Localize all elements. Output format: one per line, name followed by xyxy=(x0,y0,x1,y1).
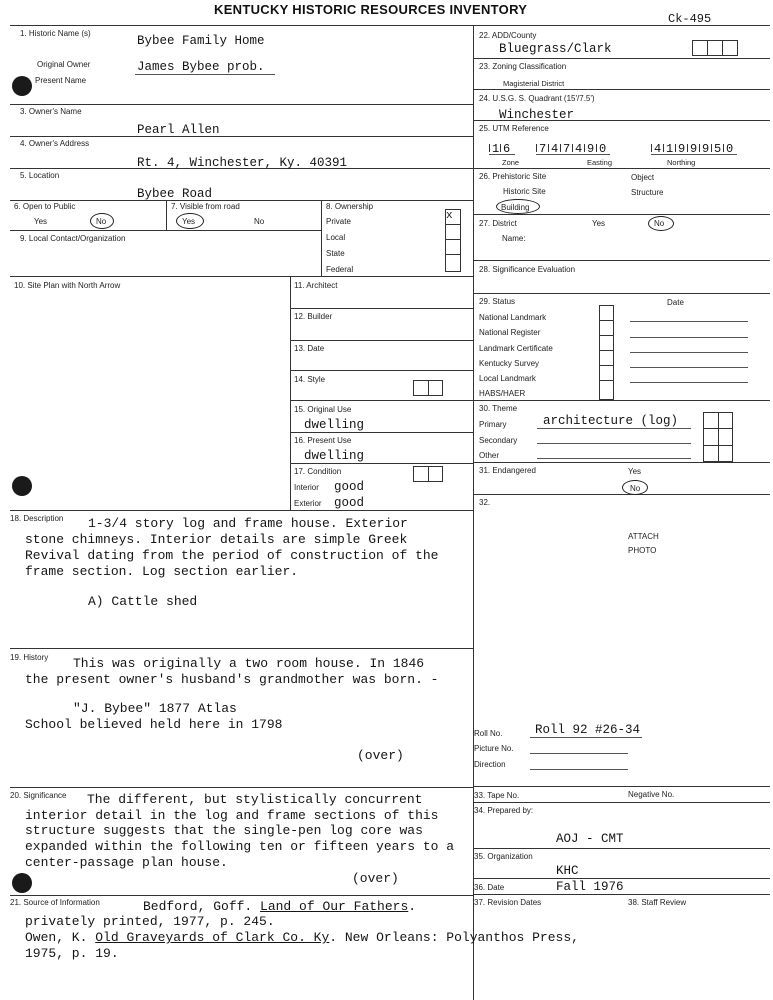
history-school: School believed held here in 1798 xyxy=(25,717,283,732)
interior-condition: good xyxy=(334,480,365,494)
utm-northing-digit: 1 xyxy=(666,142,674,156)
ownership-state: State xyxy=(326,249,345,258)
staff-review-label: 38. Staff Review xyxy=(628,898,687,907)
status-checkbox xyxy=(599,365,614,381)
revision-label: 37. Revision Dates xyxy=(474,898,542,907)
open-no: No xyxy=(96,217,107,226)
visible-yes-circle xyxy=(176,213,204,229)
history-label: 19. History xyxy=(10,653,49,662)
open-yes: Yes xyxy=(34,217,48,226)
owners-address-label: 4. Owner's Address xyxy=(20,139,90,148)
structure-label: Structure xyxy=(631,188,664,197)
style-label: 14. Style xyxy=(294,375,326,384)
prepared-label: 34. Prepared by: xyxy=(474,806,534,815)
ownership-checkbox-local xyxy=(445,224,461,240)
utm-easting-digit: 0 xyxy=(599,142,607,156)
organization: KHC xyxy=(556,864,579,878)
prehistoric-label: 26. Prehistoric Site xyxy=(479,172,547,181)
status-checkbox xyxy=(599,380,614,400)
description-line: Revival dating from the period of construction of the xyxy=(25,548,439,563)
significance-line: structure suggests that the single-pen log core was xyxy=(25,823,423,838)
architect-label: 11. Architect xyxy=(294,281,338,290)
source-title: Old Graveyards of Clark Co. Ky xyxy=(95,930,330,945)
endangered-yes: Yes xyxy=(628,467,642,476)
tape-label: 33. Tape No. xyxy=(474,791,520,800)
visible-yes: Yes xyxy=(182,217,196,226)
utm-northing-digit: 4 xyxy=(654,142,662,156)
utm-northing-label: Northing xyxy=(667,158,696,167)
negative-label: Negative No. xyxy=(628,790,675,799)
status-item: Kentucky Survey xyxy=(479,359,540,368)
open-no-circle xyxy=(90,213,114,229)
exterior-condition: good xyxy=(334,496,365,510)
picture-label: Picture No. xyxy=(474,744,514,753)
add-county-label: 22. ADD/County xyxy=(479,31,537,40)
utm-zone-digit: 6 xyxy=(503,142,511,156)
utm-easting-digit: 4 xyxy=(575,142,583,156)
zoning-label: 23. Zoning Classification xyxy=(479,62,567,71)
history-over: (over) xyxy=(357,748,404,763)
utm-easting-label: Easting xyxy=(587,158,613,167)
form-title: KENTUCKY HISTORIC RESOURCES INVENTORY xyxy=(214,2,528,17)
utm-easting-digit: 7 xyxy=(539,142,547,156)
historic-name: Bybee Family Home xyxy=(137,34,265,48)
punch-hole xyxy=(12,76,32,96)
builder-label: 12. Builder xyxy=(294,312,333,321)
theme-primary-label: Primary xyxy=(479,420,507,429)
utm-northing-digit: 9 xyxy=(702,142,710,156)
district-yes: Yes xyxy=(592,219,606,228)
source-line: Bedford, Goff. Land of Our Fathers. xyxy=(143,899,417,914)
owners-address: Rt. 4, Winchester, Ky. 40391 xyxy=(137,156,348,170)
punch-hole xyxy=(12,873,32,893)
source-line: Owen, K. Old Graveyards of Clark Co. Ky. New Orleans: Polyanthos Press, xyxy=(25,930,579,945)
source-title: Land of Our Fathers xyxy=(260,899,409,914)
date-prepared-label: 36. Date xyxy=(474,883,505,892)
utm-easting-digit: 4 xyxy=(551,142,559,156)
status-checkbox xyxy=(599,305,614,321)
present-use: dwelling xyxy=(304,449,365,463)
status-checkbox xyxy=(599,320,614,336)
date-prepared: Fall 1976 xyxy=(556,880,624,894)
interior-label: Interior xyxy=(294,483,319,492)
description-line: frame section. Log section earlier. xyxy=(25,564,299,579)
prepared-by: AOJ - CMT xyxy=(556,832,624,846)
ownership-checkbox-state xyxy=(445,239,461,255)
source-line: 1975, p. 19. xyxy=(25,946,119,961)
quad: Winchester xyxy=(499,108,575,122)
utm-northing-digit: 5 xyxy=(714,142,722,156)
endangered-no: No xyxy=(630,484,641,493)
description-label: 18. Description xyxy=(10,514,64,523)
history-line: the present owner's husband's grandmother was born. - xyxy=(25,672,439,687)
sig-eval-label: 28. Significance Evaluation xyxy=(479,265,576,274)
utm-reference xyxy=(488,140,768,164)
status-label: 29. Status xyxy=(479,297,516,306)
source-label: 21. Source of Information xyxy=(10,898,100,907)
significance-line: expanded within the following ten or fifteen years to a xyxy=(25,839,455,854)
significance-over: (over) xyxy=(352,871,399,886)
building-circle xyxy=(496,199,540,214)
visible-no: No xyxy=(254,217,265,226)
district-no-circle xyxy=(648,216,674,231)
district-name-label: Name: xyxy=(502,234,526,243)
history-line: This was originally a two room house. In 1846 xyxy=(73,656,425,671)
original-use-label: 15. Original Use xyxy=(294,405,352,414)
location-label: 5. Location xyxy=(20,171,60,180)
original-owner: James Bybee prob. xyxy=(137,60,265,74)
significance-label: 20. Significance xyxy=(10,791,67,800)
description-line: 1-3/4 story log and frame house. Exterior xyxy=(88,516,408,531)
utm-northing-digit: 9 xyxy=(690,142,698,156)
district-no: No xyxy=(654,219,665,228)
org-label: 35. Organization xyxy=(474,852,533,861)
ownership-local: Local xyxy=(326,233,346,242)
description-line: stone chimneys. Interior details are simple Greek xyxy=(25,532,408,547)
ownership-mark: x xyxy=(446,210,453,222)
utm-northing-digit: 9 xyxy=(678,142,686,156)
historic-name-label: 1. Historic Name (s) xyxy=(20,29,91,38)
add-county: Bluegrass/Clark xyxy=(499,42,612,56)
object-label: Object xyxy=(631,173,655,182)
description-extra: A) Cattle shed xyxy=(88,594,198,609)
status-item: National Register xyxy=(479,328,541,337)
utm-easting-digit: 9 xyxy=(587,142,595,156)
visible-label: 7. Visible from road xyxy=(171,202,240,211)
status-date-label: Date xyxy=(667,298,684,307)
site-plan-label: 10. Site Plan with North Arrow xyxy=(14,281,121,290)
endangered-label: 31. Endangered xyxy=(479,466,536,475)
ownership-label: 8. Ownership xyxy=(326,202,374,211)
significance-line: The different, but stylistically concurrent xyxy=(87,792,423,807)
utm-easting-digit: 7 xyxy=(563,142,571,156)
significance-line: interior detail in the log and frame sections of this xyxy=(25,808,439,823)
endangered-no-circle xyxy=(622,480,648,495)
date-label: 13. Date xyxy=(294,344,325,353)
condition-label: 17. Condition xyxy=(294,467,342,476)
present-use-label: 16. Present Use xyxy=(294,436,352,445)
zoning: Magisterial District xyxy=(503,79,565,88)
form-id: Ck-495 xyxy=(668,12,712,26)
exterior-label: Exterior xyxy=(294,499,322,508)
roll-label: Roll No. xyxy=(474,729,503,738)
status-item: HABS/HAER xyxy=(479,389,526,398)
history-quote: "J. Bybee" 1877 Atlas xyxy=(73,701,237,716)
attach-photo: ATTACH PHOTO xyxy=(628,532,659,555)
roll-number: Roll 92 #26-34 xyxy=(535,723,641,737)
utm-zone-digit: 1 xyxy=(492,142,500,156)
present-name-label: Present Name xyxy=(35,76,87,85)
district-label: 27. District xyxy=(479,219,517,228)
significance-line: center-passage plan house. xyxy=(25,855,228,870)
ownership-federal: Federal xyxy=(326,265,354,274)
direction-label: Direction xyxy=(474,760,506,769)
punch-hole xyxy=(12,476,32,496)
ownership-checkbox-federal xyxy=(445,254,461,272)
location: Bybee Road xyxy=(137,187,213,201)
theme-secondary-label: Secondary xyxy=(479,436,518,445)
quad-label: 24. U.S.G. S. Quadrant (15'/7.5') xyxy=(479,94,595,103)
photo-label: 32. xyxy=(479,498,491,507)
theme-other-label: Other xyxy=(479,451,500,460)
owners-name: Pearl Allen xyxy=(137,123,220,137)
local-contact-label: 9. Local Contact/Organization xyxy=(20,234,126,243)
utm-northing-digit: 0 xyxy=(726,142,734,156)
source-line: privately printed, 1977, p. 245. xyxy=(25,914,275,929)
status-checkbox xyxy=(599,335,614,351)
utm-zone-label: Zone xyxy=(502,158,520,167)
building-label: Building xyxy=(501,203,530,212)
theme-label: 30. Theme xyxy=(479,404,518,413)
theme-primary: architecture (log) xyxy=(543,414,679,428)
open-public-label: 6. Open to Public xyxy=(14,202,76,211)
owners-name-label: 3. Owner's Name xyxy=(20,107,82,116)
status-item: Landmark Certificate xyxy=(479,344,553,353)
historic-site-label: Historic Site xyxy=(503,187,546,196)
ownership-private: Private xyxy=(326,217,351,226)
utm-label: 25. UTM Reference xyxy=(479,124,549,133)
add-county-box xyxy=(692,40,738,56)
original-use: dwelling xyxy=(304,418,365,432)
original-owner-label: Original Owner xyxy=(37,60,91,69)
status-item: Local Landmark xyxy=(479,374,536,383)
status-item: National Landmark xyxy=(479,313,547,322)
status-checkbox xyxy=(599,350,614,366)
